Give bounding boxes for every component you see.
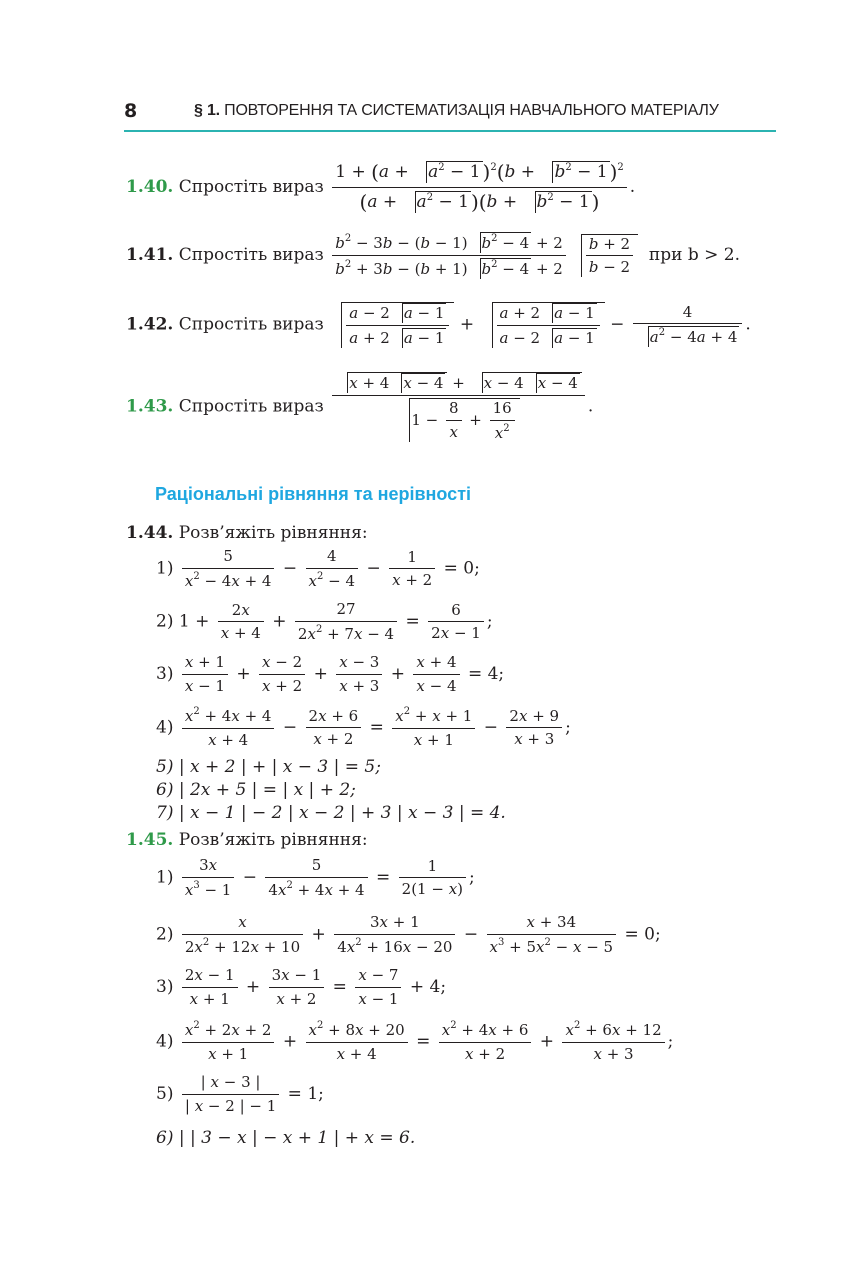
problem-text: Розв’яжіть рівняння:: [178, 523, 368, 543]
equation-1-44-6: 6) | 2x + 5 | = | x | + 2;: [156, 780, 356, 800]
chapter-title: [194, 102, 719, 120]
page-number: 8: [124, 100, 138, 122]
expression: $\frac{1 + (a + a^2 - 1 )^2(b + b^2 - 1 )^2}{(a + a^2 - 1 )(b + b^2 - 1 )}$: [332, 160, 627, 215]
equation-1-44-2: 2) 1 + $\frac{2x}{x + 4}$ + $\frac{27}{2x^2 + 7x - 4}$ = $\frac{6}{2x - 1}$ ;: [156, 600, 493, 643]
section-mark: § 1.: [194, 102, 220, 119]
problem-number: 1.44.: [126, 523, 174, 543]
expression: $\frac{a - 2 a - 1}{a + 2 a - 1}$: [330, 302, 454, 348]
problem-number: 1.42.: [126, 314, 174, 335]
problem-1-41: 1.41. Спростіть вираз $\frac{b^2 - 3b - (b - 1) b^2 - 4 + 2}{b^2 + 3b - (b + 1) b^2 - 4 + 2}$ $\frac{b + 2}{b - 2}$ при b > 2.: [126, 233, 741, 278]
equation-1-45-2: 2) $\frac{x}{2x^2 + 12x + 10}$ + $\frac{3x + 1}{4x^2 + 16x - 20}$ − $\frac{x + 34}{x^3 + 5x^2 - x - 5}$ = 0;: [156, 913, 661, 956]
condition: при b > 2.: [648, 244, 741, 265]
equation-1-45-6: 6) | | 3 − x | − x + 1 | + x = 6.: [156, 1128, 416, 1148]
problem-text: Спростіть вираз: [178, 244, 324, 265]
problem-number: 1.43.: [126, 396, 174, 417]
problem-number: 1.45.: [126, 830, 174, 850]
problem-text: Спростіть вираз: [178, 396, 324, 417]
problem-text: Спростіть вираз: [178, 177, 324, 197]
problem-1-43: 1.43. Спростіть вираз x + 4 x − 4 + x − 4 x − 4 1 − $\frac{8}{x}$ + $\frac{16}{x^2}$ .: [126, 374, 594, 442]
expression: x + 4 x − 4 + x − 4 x − 4 1 − $\frac{8}{x}$ + $\frac{16}{x^2}$: [332, 372, 585, 442]
equation-1-45-5: 5) $\frac{| x - 3 |}{| x - 2 | - 1}$ = 1;: [156, 1073, 324, 1115]
problem-number: 1.41.: [126, 244, 174, 265]
section-title: Раціональні рівняння та нерівності: [155, 484, 472, 504]
equation-1-44-5: 5) | x + 2 | + | x − 3 | = 5;: [156, 757, 381, 777]
problem-1-42: 1.42. Спростіть вираз $\frac{a - 2 a - 1}{a + 2 a - 1}$ + $\frac{a + 2 a - 1}{a - 2 a - 1}$ − $\frac{4}{a^2 - 4a + 4}$ .: [126, 302, 751, 347]
equation-1-44-4: 4) $\frac{x^2 + 4x + 4}{x + 4}$ − $\frac{2x + 6}{x + 2}$ = $\frac{x^2 + x + 1}{x + 1}$ − $\frac{2x + 9}{x + 3}$ ;: [156, 706, 571, 749]
page-header: [124, 100, 776, 132]
equation-1-45-1: 1) $\frac{3x}{x^3 - 1}$ − $\frac{5}{4x^2 + 4x + 4}$ = $\frac{1}{2(1 - x)}$ ;: [156, 856, 475, 899]
equation-1-44-3: 3) $\frac{x + 1}{x - 1}$ + $\frac{x - 2}{x + 2}$ + $\frac{x - 3}{x + 3}$ + $\frac{x + 4}{x - 4}$ = 4;: [156, 653, 505, 695]
chapter-title-text: ПОВТОРЕННЯ ТА СИСТЕМАТИЗАЦІЯ НАВЧАЛЬНОГО МАТЕРІАЛУ: [224, 102, 719, 119]
problem-number: 1.40.: [126, 177, 174, 197]
problem-text: Розв’яжіть рівняння:: [178, 830, 368, 850]
equation-1-44-1: 1) $\frac{5}{x^2 - 4x + 4}$ − $\frac{4}{x^2 - 4}$ − $\frac{1}{x + 2}$ = 0;: [156, 547, 480, 590]
equation-1-44-7: 7) | x − 1 | − 2 | x − 2 | + 3 | x − 3 | = 4.: [156, 803, 506, 823]
equation-1-45-4: 4) $\frac{x^2 + 2x + 2}{x + 1}$ + $\frac{x^2 + 8x + 20}{x + 4}$ = $\frac{x^2 + 4x + 6}{x + 2}$ + $\frac{x^2 + 6x + 12}{x + 3}$ ;: [156, 1020, 674, 1063]
problem-1-44-heading: [126, 523, 368, 543]
problem-1-40: 1.40. Спростіть вираз $\frac{1 + (a + a^2 - 1 )^2(b + b^2 - 1 )^2}{(a + a^2 - 1 )(b + b^2 - 1 )}$ .: [126, 160, 636, 214]
equation-1-45-3: 3) $\frac{2x - 1}{x + 1}$ + $\frac{3x - 1}{x + 2}$ = $\frac{x - 7}{x - 1}$ + 4;: [156, 966, 447, 1008]
problem-text: Спростіть вираз: [178, 314, 324, 335]
expression: $\frac{b^2 - 3b - (b - 1) b^2 - 4 + 2}{b^2 + 3b - (b + 1) b^2 - 4 + 2}$: [332, 232, 566, 279]
problem-1-45-heading: [126, 830, 368, 850]
